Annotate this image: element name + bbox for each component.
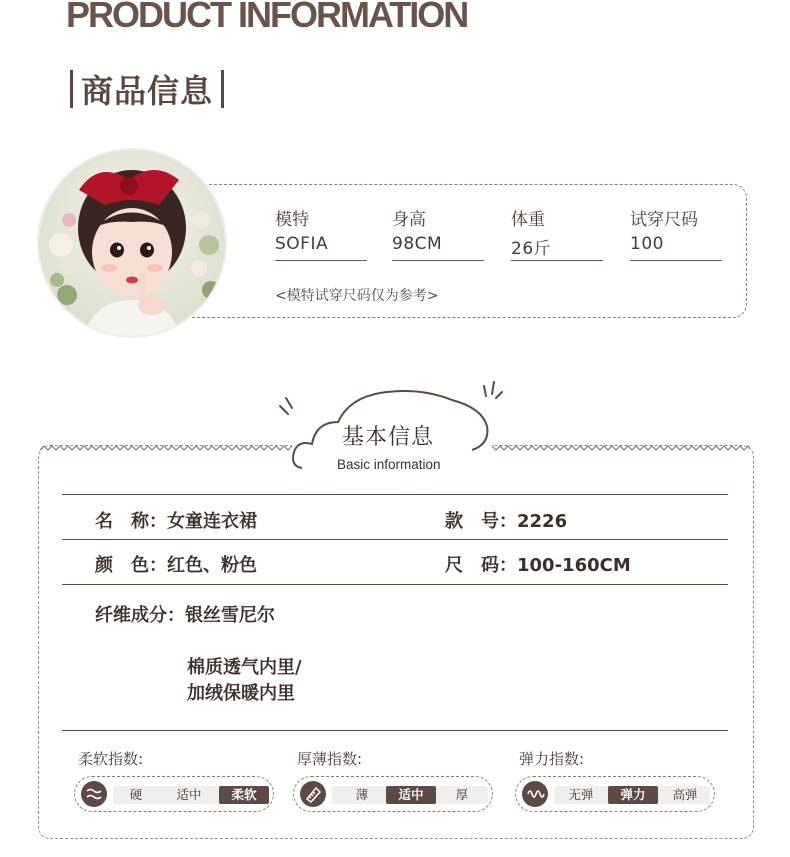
elasticity-scale bbox=[554, 786, 710, 804]
row-divider bbox=[62, 494, 728, 495]
model-stat-height bbox=[392, 205, 484, 261]
field-value: 2226 bbox=[517, 511, 568, 532]
thickness-scale bbox=[332, 786, 488, 804]
stat-value: 100 bbox=[630, 234, 722, 261]
thickness-option: 薄 bbox=[355, 787, 369, 802]
zigzag-border-right bbox=[488, 444, 750, 452]
model-size-note: <模特试穿尺码仅为参考> bbox=[275, 288, 439, 304]
field-style-no bbox=[445, 507, 567, 533]
stat-label: 模特 bbox=[275, 210, 309, 230]
page-title-chinese bbox=[70, 66, 224, 112]
model-photo bbox=[39, 150, 225, 336]
stat-label: 体重 bbox=[511, 210, 545, 230]
field-key: 名 称： bbox=[95, 511, 167, 532]
field-key: 颜 色： bbox=[95, 555, 167, 576]
softness-index bbox=[74, 776, 274, 812]
field-key: 款 号： bbox=[445, 511, 517, 532]
field-value: 女童连衣裙 bbox=[167, 511, 257, 532]
fabric-thickness-icon bbox=[300, 781, 326, 807]
title-cn-text: 商品信息 bbox=[81, 72, 214, 110]
softness-option: 硬 bbox=[129, 787, 143, 802]
wave-icon bbox=[81, 781, 107, 807]
field-key: 尺 码： bbox=[445, 555, 517, 576]
page-title-english: PRODUCT INFORMATION bbox=[66, 0, 468, 35]
basic-info-title: 基本信息 bbox=[342, 425, 435, 450]
elasticity-index-label: 弹力指数: bbox=[519, 750, 585, 768]
field-value: 红色、粉色 bbox=[167, 555, 257, 576]
elastic-icon bbox=[522, 781, 548, 807]
thickness-index-label: 厚薄指数: bbox=[297, 750, 363, 768]
stat-label: 身高 bbox=[392, 210, 426, 230]
row-divider bbox=[62, 584, 728, 585]
model-stat-weight bbox=[511, 205, 603, 261]
softness-scale bbox=[113, 786, 269, 804]
field-fiber-line3: 加绒保暖内里 bbox=[187, 683, 295, 704]
field-value: 100-160CM bbox=[517, 555, 631, 576]
model-stat-name bbox=[275, 205, 367, 261]
model-stat-size bbox=[630, 205, 722, 261]
stat-value: SOFIA bbox=[275, 234, 367, 261]
field-value: 银丝雪尼尔 bbox=[185, 605, 275, 626]
thickness-index bbox=[293, 776, 493, 812]
field-fiber bbox=[95, 601, 275, 627]
basic-info-subtitle: Basic information bbox=[337, 457, 441, 472]
softness-index-label: 柔软指数: bbox=[78, 750, 144, 768]
stat-label: 试穿尺码 bbox=[630, 210, 698, 230]
title-divider bbox=[70, 70, 73, 108]
elasticity-option: 高弹 bbox=[672, 787, 698, 802]
elasticity-option-selected: 弹力 bbox=[608, 786, 658, 804]
softness-option-selected: 柔软 bbox=[219, 786, 269, 804]
thickness-option-selected: 适中 bbox=[386, 786, 436, 804]
softness-option: 适中 bbox=[176, 787, 202, 802]
field-fiber-line2: 棉质透气内里/ bbox=[187, 657, 302, 678]
field-key: 纤维成分： bbox=[95, 605, 185, 626]
field-color bbox=[95, 551, 257, 577]
row-divider bbox=[62, 730, 728, 731]
field-size bbox=[445, 551, 631, 577]
stat-value: 26斤 bbox=[511, 234, 603, 261]
row-divider bbox=[62, 539, 728, 540]
elasticity-index bbox=[515, 776, 715, 812]
stat-value: 98CM bbox=[392, 234, 484, 261]
zigzag-border-left bbox=[40, 444, 302, 452]
title-divider bbox=[221, 70, 224, 108]
thickness-option: 厚 bbox=[455, 787, 469, 802]
field-name bbox=[95, 507, 257, 533]
elasticity-option: 无弹 bbox=[568, 787, 594, 802]
